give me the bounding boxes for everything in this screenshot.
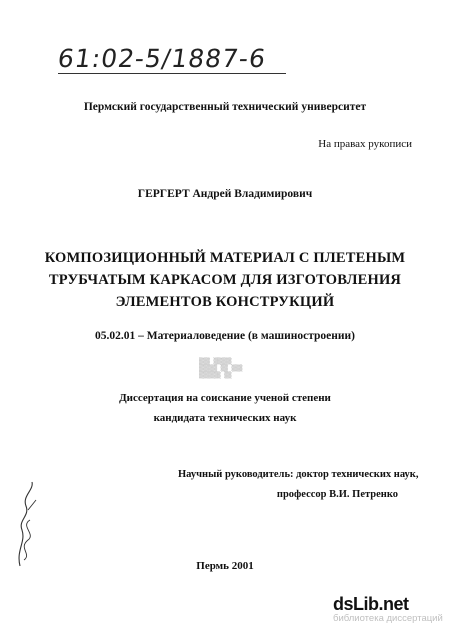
watermark-site: dsLib.net xyxy=(333,594,409,614)
city-year: Пермь 2001 xyxy=(196,560,254,572)
title-line: ТРУБЧАТЫМ КАРКАСОМ ДЛЯ ИЗГОТОВЛЕНИЯ xyxy=(48,272,402,288)
degree-statement xyxy=(0,388,450,428)
watermark-caption: библиотека диссертаций xyxy=(333,613,443,624)
handwritten-underline xyxy=(58,73,286,74)
specialty-code: 05.02.01 – Материаловедение (в машиностроении) xyxy=(95,330,355,342)
author-name: ГЕРГЕРТ Андрей Владимирович xyxy=(137,188,313,200)
dslib-watermark xyxy=(333,594,443,624)
supervisor-line: Научный руководитель: доктор технических наук, xyxy=(178,469,419,480)
degree-line: кандидата технических наук xyxy=(153,412,297,424)
supervisor-line: профессор В.И. Петренко xyxy=(276,489,398,500)
handwritten-signature xyxy=(12,480,44,570)
title-line: КОМПОЗИЦИОННЫЙ МАТЕРИАЛ С ПЛЕТЕНЫМ xyxy=(44,250,406,266)
supervisor-block xyxy=(178,465,428,505)
handwritten-code: 61:02-5/1887-6 xyxy=(55,44,268,73)
faded-stamp: ▒▒▒ ▒▒▒▒▒ ▒▒▒▒▒ ▒▒ ▒▒▒ ▒▒▒▒▒▒ ▒▒ xyxy=(199,358,243,379)
university-name: Пермский государственный технический университет xyxy=(83,101,367,113)
dissertation-title xyxy=(0,247,450,313)
degree-line: Диссертация на соискание ученой степени xyxy=(119,392,331,404)
title-line: ЭЛЕМЕНТОВ КОНСТРУКЦИЙ xyxy=(115,294,335,310)
rights-note: На правах рукописи xyxy=(318,138,412,150)
